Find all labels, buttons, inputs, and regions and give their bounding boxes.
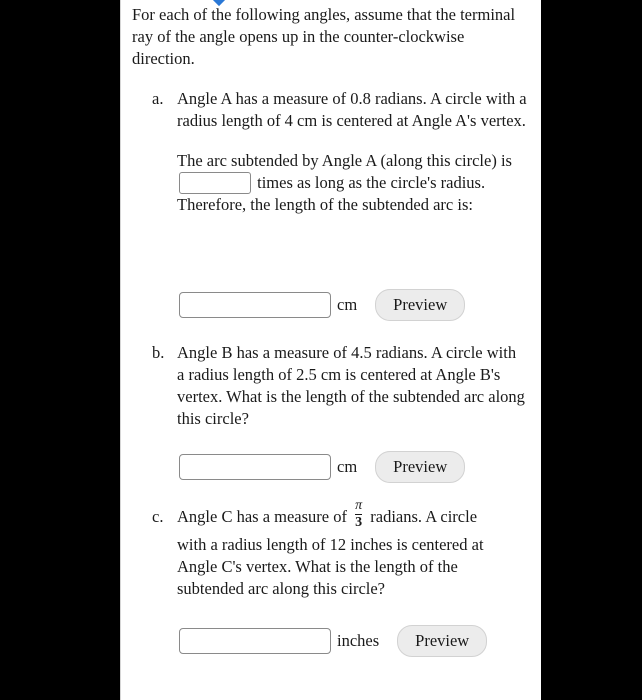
part-c-text-before: Angle C has a measure of bbox=[177, 507, 347, 526]
part-b-letter: b. bbox=[152, 343, 165, 362]
fraction-numerator: π bbox=[355, 497, 363, 513]
part-a-unit: cm bbox=[337, 295, 358, 314]
part-c-arc-length-input[interactable] bbox=[179, 628, 331, 654]
part-b-text: Angle B has a measure of 4.5 radians. A circle with a radius length of 2.5 cm is centered at Angle B's vertex. What is the length of the subtended arc along this circle? bbox=[177, 343, 525, 428]
part-c-answer-row bbox=[179, 626, 487, 656]
part-a-answer-row bbox=[179, 290, 465, 320]
part-a-arc-text-before: The arc subtended by Angle A (along this circle) is bbox=[177, 151, 512, 170]
part-c-preview-button[interactable]: Preview bbox=[397, 625, 487, 657]
part-c-text bbox=[177, 497, 527, 600]
part-a-arc-text bbox=[177, 150, 527, 216]
part-a-text: Angle A has a measure of 0.8 radians. A circle with a radius length of 4 cm is centered at Angle A's vertex. bbox=[177, 89, 527, 130]
fraction-denominator: 3 bbox=[355, 514, 363, 530]
part-b-unit: cm bbox=[337, 457, 358, 476]
part-a-arc-text-after: times as long as the circle's radius. Therefore, the length of the subtended arc is: bbox=[177, 173, 486, 214]
part-c-text-after: radians. A circle bbox=[370, 507, 478, 526]
part-a-ratio-input[interactable] bbox=[179, 172, 251, 194]
pi-over-3-fraction bbox=[355, 499, 362, 530]
part-a-arc-length-input[interactable] bbox=[179, 292, 331, 318]
part-c-text-rest: with a radius length of 12 inches is centered at Angle C's vertex. What is the length of the subtended arc along this circle? bbox=[177, 534, 484, 598]
part-b-preview-button[interactable]: Preview bbox=[375, 451, 465, 483]
part-c bbox=[152, 497, 527, 600]
part-b-arc-length-input[interactable] bbox=[179, 454, 331, 480]
part-a bbox=[152, 88, 527, 216]
question-panel bbox=[120, 0, 541, 700]
part-a-letter: a. bbox=[152, 89, 164, 108]
intro-text: For each of the following angles, assume that the terminal ray of the angle opens up in the counter-clockwise direction. bbox=[132, 5, 516, 68]
part-b bbox=[152, 342, 527, 430]
part-c-unit: inches bbox=[337, 631, 380, 650]
part-a-preview-button[interactable]: Preview bbox=[375, 289, 465, 321]
part-b-answer-row bbox=[179, 452, 465, 482]
part-c-letter: c. bbox=[152, 507, 164, 526]
